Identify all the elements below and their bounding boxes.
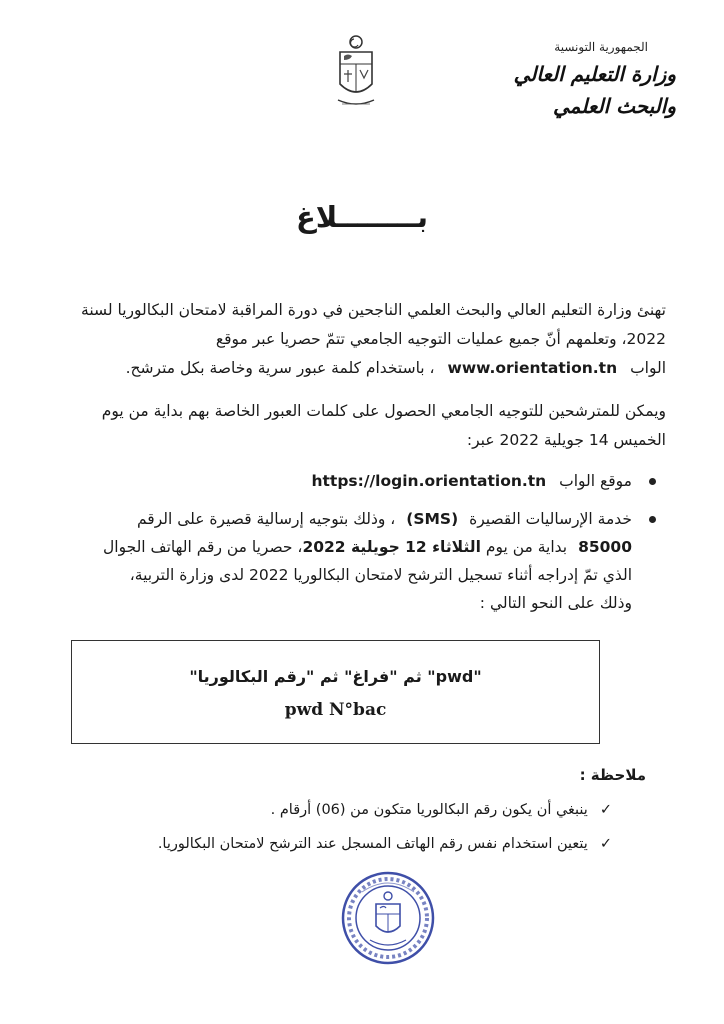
sms-format-code: pwd N°bac (284, 700, 387, 720)
ministry-name-line1: وزارة التعليم العالي (513, 62, 676, 86)
checkmark-icon: ✓ (599, 836, 612, 852)
sms-abbr: (SMS) (406, 510, 459, 528)
sms-text: بداية من يوم (485, 538, 568, 556)
login-url-link[interactable]: https://login.orientation.tn (311, 472, 547, 490)
sms-line (26, 505, 632, 533)
note-text: ينبغي أن يكون رقم البكالوريا متكون من (06) أرقام . (270, 802, 588, 818)
sms-format-description: "pwd" ثم "فراغ" ثم "رقم البكالوريا" (189, 667, 482, 686)
ministry-header (466, 40, 676, 118)
sms-date: الثلاثاء 12 جويلية 2022 (302, 538, 481, 556)
sms-text: ، حصريا من رقم الهاتف الجوال (103, 538, 303, 556)
sms-format-box (71, 640, 600, 744)
republic-name: الجمهورية التونسية (554, 40, 648, 54)
orientation-website-link[interactable]: www.orientation.tn (447, 359, 618, 377)
access-methods-list (26, 467, 666, 617)
web-prefix: الواب (630, 359, 666, 377)
checkmark-icon: ✓ (599, 802, 612, 818)
sms-line: وذلك على النحو التالي : (479, 594, 632, 612)
notes-title: ملاحظة : (579, 766, 646, 784)
note-item (158, 836, 612, 852)
tunisia-coat-of-arms-icon (332, 34, 380, 114)
paragraph-line: تهنئ وزارة التعليم العالي والبحث العلمي الناجحين في دورة المراقبة لامتحان البكالوريا لسنة (81, 301, 666, 319)
paragraph-line: الخميس 14 جويلية 2022 عبر: (466, 431, 666, 449)
list-item (26, 467, 666, 495)
web-suffix: ، باستخدام كلمة عبور سرية وخاصة بكل مترشح. (125, 359, 435, 377)
note-item (271, 802, 612, 818)
sms-line (26, 533, 632, 561)
sms-number: 85000 (578, 538, 632, 556)
ministry-stamp-icon (340, 870, 436, 966)
sms-text: ، وذلك بتوجيه إرسالية قصيرة على الرقم (136, 510, 396, 528)
paragraph-line: ويمكن للمترشحين للتوجيه الجامعي الحصول على كلمات العبور الخاصة بهم بداية من يوم (101, 402, 666, 420)
bullet-dot-icon (649, 516, 656, 523)
paragraph-line: 2022، وتعلمهم أنّ جميع عمليات التوجيه الجامعي تتمّ حصريا عبر موقع (215, 330, 666, 348)
bullet-dot-icon (649, 478, 656, 485)
list-item (26, 505, 666, 617)
paragraph-line (66, 354, 666, 383)
password-paragraph (66, 397, 666, 455)
web-label: موقع الواب (559, 472, 632, 490)
ministry-name-line2: والبحث العلمي (552, 94, 676, 118)
announcement-paragraph (66, 296, 666, 383)
note-text: يتعين استخدام نفس رقم الهاتف المسجل عند الترشح لامتحان البكالوريا. (157, 836, 588, 852)
page-title: بــــــــلاغ (295, 200, 428, 234)
sms-line: الذي تمّ إدراجه أثناء تسجيل الترشح لامتحان البكالوريا 2022 لدى وزارة التربية، (129, 566, 632, 584)
sms-text: خدمة الإرساليات القصيرة (469, 510, 632, 528)
